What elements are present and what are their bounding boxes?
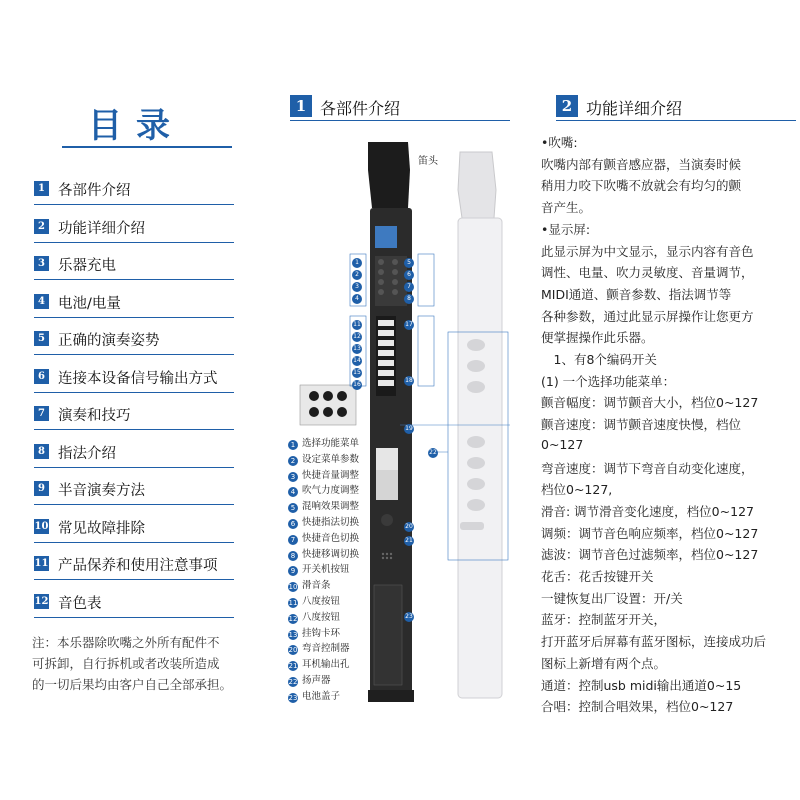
toc-item[interactable] xyxy=(34,324,234,355)
legend-label: 弯音控制器 xyxy=(302,643,350,655)
toc-note-line: 的一切后果均由客户自己全部承担。 xyxy=(32,677,233,692)
legend-number: 10 xyxy=(288,583,298,592)
callout-4: 4 xyxy=(352,294,362,304)
toc-item[interactable] xyxy=(34,362,234,393)
legend-label: 快捷指法切换 xyxy=(302,517,360,528)
callout-17: 17 xyxy=(405,321,413,328)
toc-item[interactable] xyxy=(34,512,234,543)
toc-item-number: 3 xyxy=(34,256,49,271)
toc-item-label: 半音演奏方法 xyxy=(58,483,145,499)
detail-line: 档位0~127, xyxy=(541,482,613,498)
callout-22: 22 xyxy=(429,449,437,456)
toc-item-number: 8 xyxy=(34,444,49,459)
detail-line: MIDI通道、颤音参数、指法调节等 xyxy=(541,286,732,302)
legend-item xyxy=(288,690,340,703)
detail-line: 1、有8个编码开关 xyxy=(541,352,657,367)
toc-item-label: 正确的演奏姿势 xyxy=(58,333,160,349)
detail-line: 图标上新增有两个点。 xyxy=(541,655,667,671)
legend-item xyxy=(288,437,359,450)
callout-6: 6 xyxy=(404,270,414,280)
detail-line: 此显示屏为中文显示，显示内容有音色 xyxy=(541,243,754,259)
toc-item-number: 4 xyxy=(34,294,49,309)
detail-line: 花舌：花舌按键开关 xyxy=(541,569,654,584)
legend-item xyxy=(288,548,359,561)
legend-item xyxy=(288,484,359,497)
battery-cover xyxy=(374,585,402,685)
legend-number: 12 xyxy=(288,614,298,623)
toc-item[interactable] xyxy=(34,474,234,505)
legend-label: 八度按钮 xyxy=(302,611,341,623)
pitch-bend-wheel xyxy=(381,514,393,526)
toc-note xyxy=(32,632,242,695)
legend-label: 选择功能菜单 xyxy=(302,438,360,449)
toc-note-line: 注：本乐器除吹嘴之外所有配件不 xyxy=(32,635,220,650)
legend-label: 设定菜单参数 xyxy=(302,453,360,465)
legend-number: 13 xyxy=(288,630,298,639)
toc-item[interactable] xyxy=(34,249,234,280)
legend-number: 2 xyxy=(288,456,298,466)
legend-item xyxy=(288,627,340,640)
mouthpiece-white xyxy=(458,152,496,218)
legend-label: 快捷移调切换 xyxy=(302,548,360,560)
legend-number: 23 xyxy=(288,693,298,702)
toc-item[interactable] xyxy=(34,437,234,468)
legend-number: 7 xyxy=(288,535,298,545)
detail-line: 合唱：控制合唱效果，档位0~127 xyxy=(541,699,734,715)
section1-number: 1 xyxy=(290,95,312,117)
callout-16: 16 xyxy=(353,381,361,388)
legend-number: 6 xyxy=(288,519,298,529)
legend-number: 8 xyxy=(288,551,298,561)
toc-item[interactable] xyxy=(34,212,234,243)
legend-label: 快捷音色切换 xyxy=(302,532,360,544)
toc-title-underline xyxy=(62,146,232,148)
legend-number: 22 xyxy=(288,678,298,686)
callout-12: 12 xyxy=(353,333,361,340)
legend-label: 耳机输出孔 xyxy=(302,659,350,671)
legend-item xyxy=(288,579,331,592)
legend-item xyxy=(288,658,350,671)
detail-line: 0~127 xyxy=(541,436,584,452)
toc-item-label: 演奏和技巧 xyxy=(58,408,131,424)
legend-number: 5 xyxy=(288,503,298,513)
toc-item-label: 常见故障排除 xyxy=(58,520,145,537)
callout-8: 8 xyxy=(404,294,414,304)
detail-line: 稍用力咬下吹嘴不放就会有均匀的颤 xyxy=(541,178,742,194)
toc-item-label: 指法介绍 xyxy=(58,445,116,462)
callout-21: 21 xyxy=(405,537,413,544)
toc-item[interactable] xyxy=(34,287,234,318)
legend-label: 快捷音量调整 xyxy=(302,469,360,481)
legend-number: 4 xyxy=(288,487,298,497)
legend-label: 挂钩卡环 xyxy=(302,627,341,639)
detail-line: (1) 一个选择功能菜单： xyxy=(541,373,676,389)
detail-line: 打开蓝牙后屏幕有蓝牙图标，连接成功后 xyxy=(541,634,767,650)
section2-underline xyxy=(556,120,796,121)
toc-item[interactable] xyxy=(34,587,234,618)
callout-1: 1 xyxy=(352,258,362,268)
mouthpiece-dark xyxy=(368,142,410,208)
callout-3: 3 xyxy=(352,282,362,292)
toc-item-label: 各部件介绍 xyxy=(58,183,131,199)
legend-item xyxy=(288,532,359,545)
detail-line: 各种参数，通过此显示屏操作让您更方 xyxy=(541,308,754,324)
legend-label: 吹气力度调整 xyxy=(302,485,360,497)
callout-20: 20 xyxy=(405,523,413,530)
legend-number: 1 xyxy=(288,440,298,450)
toc-item-number: 7 xyxy=(34,406,49,421)
instrument-bottom-cap xyxy=(368,690,414,702)
detail-line: 调频：调节音色响应频率，档位0~127 xyxy=(541,525,759,541)
callout-7: 7 xyxy=(404,282,414,292)
callout-18: 18 xyxy=(405,377,413,384)
legend-label: 八度按钮 xyxy=(302,596,341,607)
legend-label: 混响效果调整 xyxy=(302,501,360,513)
section2-number: 2 xyxy=(556,95,578,117)
detail-line: 弯音速度：调节下弯音自动变化速度， xyxy=(541,460,754,476)
mouthpiece-label: 笛头 xyxy=(418,156,438,167)
toc-item-number: 9 xyxy=(34,481,49,496)
callout-19: 19 xyxy=(405,425,413,432)
legend-item xyxy=(288,516,359,529)
detail-line: 通道：控制usb midi输出通道0~15 xyxy=(541,677,742,693)
legend-item xyxy=(288,469,359,482)
legend-number: 20 xyxy=(288,646,298,655)
callout-13: 13 xyxy=(353,345,361,352)
toc-item-label: 音色表 xyxy=(58,595,102,612)
legend-item xyxy=(288,611,340,624)
toc-item-number: 1 xyxy=(34,181,49,196)
legend-label: 开关机按钮 xyxy=(302,564,350,576)
toc-item-number: 5 xyxy=(34,331,49,346)
toc-item[interactable] xyxy=(34,399,234,430)
callout-15: 15 xyxy=(353,369,361,376)
toc-item-number: 11 xyxy=(34,558,49,569)
section1-title: 各部件介绍 xyxy=(320,99,401,118)
legend-item xyxy=(288,563,350,576)
legend-number: 3 xyxy=(288,472,298,482)
detail-line: •吹嘴: xyxy=(541,135,578,150)
detail-line: •显示屏: xyxy=(541,221,591,237)
section1-underline xyxy=(290,120,510,121)
toc-item-number: 10 xyxy=(34,520,49,532)
toc-item-label: 连接本设备信号输出方式 xyxy=(58,370,218,387)
toc-item-number: 6 xyxy=(34,369,49,384)
detail-line: 一键恢复出厂设置：开/关 xyxy=(541,590,683,606)
detail-line: 蓝牙：控制蓝牙开关， xyxy=(541,612,667,628)
toc-item-label: 产品保养和使用注意事项 xyxy=(58,558,218,574)
legend-label: 扬声器 xyxy=(302,675,331,686)
legend-item xyxy=(288,453,359,466)
toc-item[interactable] xyxy=(34,549,234,580)
detail-line: 便掌握操作此乐器。 xyxy=(541,330,654,346)
callout-2: 2 xyxy=(352,270,362,280)
detail-line: 滑音: 调节滑音变化速度，档位0~127 xyxy=(541,503,754,519)
toc-title: 目录 xyxy=(88,106,184,146)
legend-label: 电池盖子 xyxy=(302,690,341,702)
toc-item-label: 乐器充电 xyxy=(58,258,116,274)
legend-item xyxy=(288,642,350,655)
slide-strip-bottom xyxy=(376,470,398,500)
toc-item-number: 12 xyxy=(34,595,49,607)
toc-item[interactable] xyxy=(34,174,234,205)
toc-item-number: 2 xyxy=(34,219,49,234)
detail-line: 颤音幅度：调节颤音大小，档位0~127 xyxy=(541,395,759,411)
detail-line: 吹嘴内部有颤音感应器，当演奏时候 xyxy=(541,156,742,172)
callout-14: 14 xyxy=(353,357,361,364)
callout-23: 23 xyxy=(405,613,413,620)
toc-item-label: 电池/电量 xyxy=(58,295,121,312)
callout-5: 5 xyxy=(404,258,414,268)
detail-line: 滤波：调节音色过滤频率，档位0~127 xyxy=(541,547,759,563)
detail-line: 音产生。 xyxy=(541,200,592,216)
legend-number: 9 xyxy=(288,566,298,576)
toc-item-label: 功能详细介绍 xyxy=(58,220,145,237)
display-screen xyxy=(375,226,397,248)
legend-item xyxy=(288,674,331,687)
toc-note-line: 可拆卸，自行拆机或者改装所造成 xyxy=(32,656,220,671)
legend-number: 11 xyxy=(288,599,298,607)
callout-11: 11 xyxy=(353,321,361,328)
legend-number: 21 xyxy=(288,662,298,671)
legend-item xyxy=(288,595,340,608)
legend-item xyxy=(288,500,359,513)
detail-line: 颤音速度：调节颤音速度快慢，档位 xyxy=(541,417,742,433)
legend-label: 滑音条 xyxy=(302,580,331,592)
detail-line: 调性、电量、吹力灵敏度、音量调节， xyxy=(541,265,754,281)
section2-title: 功能详细介绍 xyxy=(586,99,683,118)
